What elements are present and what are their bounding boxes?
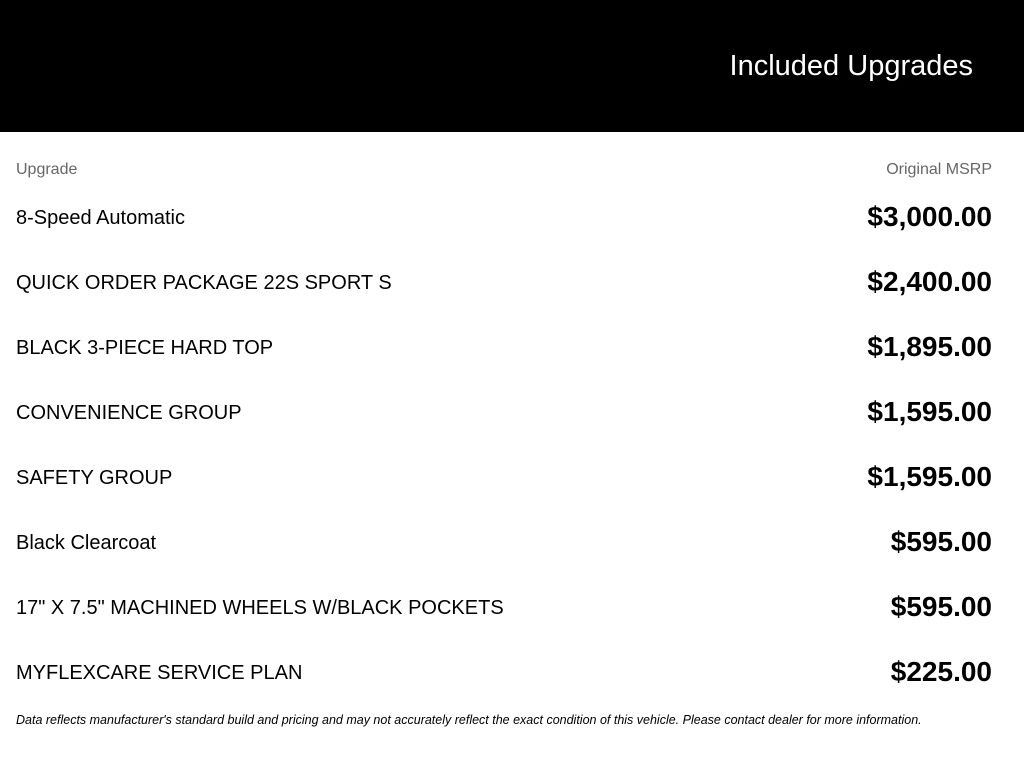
upgrades-table <box>16 132 992 704</box>
upgrade-name: 8-Speed Automatic <box>16 207 185 229</box>
upgrade-price: $595.00 <box>890 526 992 557</box>
upgrade-price: $595.00 <box>890 591 992 622</box>
upgrade-price: $3,000.00 <box>867 201 992 232</box>
disclaimer-footnote: Data reflects manufacturer's standard build and pricing and may not accurately reflect the exact condition of this vehicle. Please contact dealer for more information. <box>16 713 922 727</box>
upgrade-name: CONVENIENCE GROUP <box>16 402 242 424</box>
column-header-upgrade: Upgrade <box>16 161 78 178</box>
table-row <box>16 184 992 249</box>
upgrade-name: SAFETY GROUP <box>16 467 173 489</box>
upgrade-name: 17" X 7.5" MACHINED WHEELS W/BLACK POCKETS <box>16 597 504 619</box>
upgrade-price: $2,400.00 <box>867 266 992 297</box>
upgrade-name: QUICK ORDER PACKAGE 22S SPORT S <box>16 272 392 294</box>
upgrade-price: $1,895.00 <box>867 331 992 362</box>
table-row <box>16 574 992 639</box>
column-header-msrp: Original MSRP <box>886 161 992 178</box>
upgrade-price: $1,595.00 <box>867 461 992 492</box>
header-banner <box>0 0 1024 132</box>
table-row <box>16 444 992 509</box>
upgrade-price: $225.00 <box>890 656 992 687</box>
table-row <box>16 249 992 314</box>
page-title: Included Upgrades <box>729 50 973 82</box>
table-row <box>16 314 992 379</box>
upgrade-name: Black Clearcoat <box>16 532 157 554</box>
upgrade-name: BLACK 3-PIECE HARD TOP <box>16 337 274 359</box>
column-header-row <box>16 132 992 184</box>
table-row <box>16 509 992 574</box>
table-row <box>16 379 992 444</box>
table-row <box>16 639 992 704</box>
upgrade-price: $1,595.00 <box>867 396 992 427</box>
upgrade-name: MYFLEXCARE SERVICE PLAN <box>16 662 303 684</box>
